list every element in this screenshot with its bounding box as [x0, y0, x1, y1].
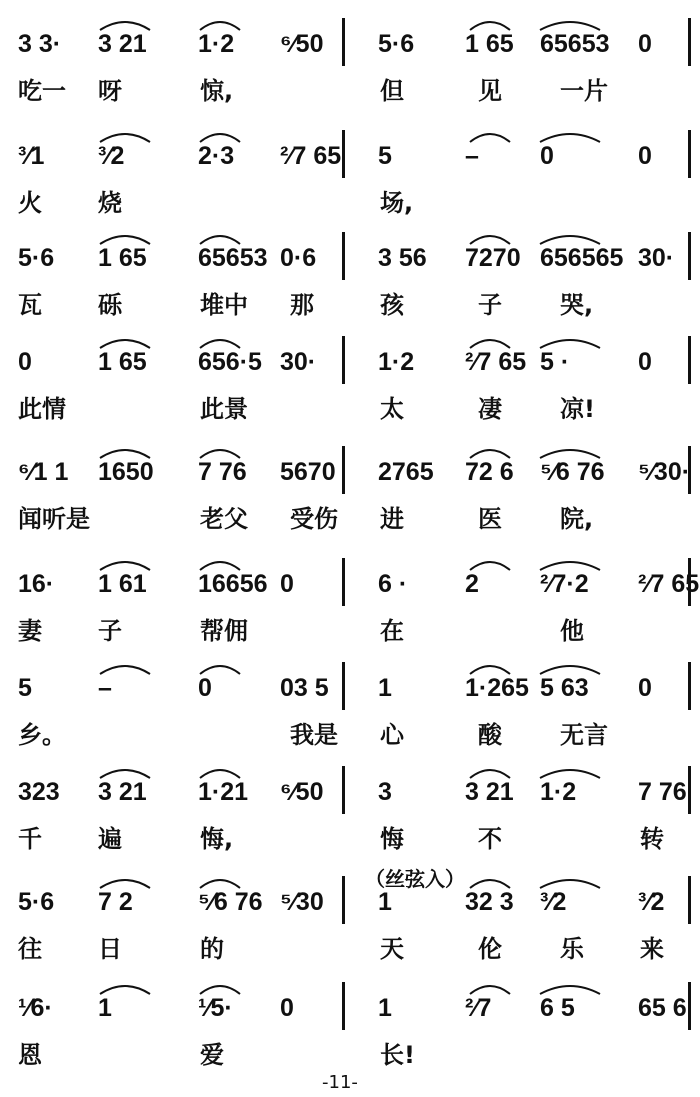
note-group: 3 21 — [98, 30, 147, 58]
note-group: 65653 — [198, 244, 268, 272]
note-group: 0 — [280, 994, 294, 1022]
slur-mark — [200, 236, 240, 244]
note-group: 1 — [378, 674, 392, 702]
slur-mark — [100, 562, 150, 570]
lyric-text: 进 — [380, 505, 404, 533]
slur-mark — [100, 770, 150, 778]
slur-marks — [0, 548, 700, 588]
slur-mark — [470, 880, 510, 888]
slur-mark — [100, 340, 150, 348]
note-group: ³⁄2 — [638, 888, 665, 916]
lyric-text: 场, — [380, 189, 414, 217]
note-group: ⁵⁄30· — [638, 458, 691, 486]
score-system — [0, 866, 700, 981]
slur-mark — [200, 450, 240, 458]
note-group: ³⁄2 — [98, 142, 125, 170]
slur-marks — [0, 120, 700, 160]
note-group: ¹⁄6· — [18, 994, 53, 1022]
lyric-text: 砾 — [98, 291, 122, 319]
note-group: 0 — [18, 348, 32, 376]
lyric-text: 瓦 — [18, 291, 42, 319]
note-group: 3 56 — [378, 244, 427, 272]
lyric-text: 帮佣 — [200, 617, 248, 645]
lyric-text: 在 — [380, 617, 404, 645]
note-group: 1 61 — [98, 570, 147, 598]
slur-mark — [540, 236, 600, 244]
note-group: 6 · — [378, 570, 408, 598]
note-group: 656·5 — [198, 348, 262, 376]
lyric-text: 太 — [380, 395, 404, 423]
lyric-text: 往 — [18, 935, 42, 963]
lyric-text: 闻听是 — [18, 505, 90, 533]
lyric-text: 医 — [478, 505, 502, 533]
score-system — [0, 326, 700, 441]
note-group: 0 — [638, 142, 652, 170]
slur-mark — [470, 134, 510, 142]
slur-mark — [100, 450, 150, 458]
score-system — [0, 222, 700, 337]
lyric-text: 悔, — [200, 825, 234, 853]
lyric-text: 心 — [380, 721, 404, 749]
note-group: 0·6 — [280, 244, 317, 272]
lyric-text: 烧 — [98, 189, 122, 217]
lyric-text: 不 — [478, 825, 502, 853]
slur-marks — [0, 652, 700, 692]
lyric-text: 爱 — [200, 1041, 224, 1069]
slur-mark — [540, 770, 600, 778]
note-group: 16656 — [198, 570, 268, 598]
note-group: ²⁄7 — [465, 994, 492, 1022]
note-group: 65 6 — [638, 994, 687, 1022]
lyric-text: 老父 — [200, 505, 248, 533]
note-group: 0 — [198, 674, 212, 702]
note-group: 3 21 — [98, 778, 147, 806]
slur-mark — [100, 880, 150, 888]
note-group: 5670 — [280, 458, 336, 486]
note-group: 656565 — [540, 244, 624, 272]
note-group: – — [465, 142, 479, 170]
slur-mark — [540, 340, 600, 348]
slur-marks — [0, 436, 700, 476]
score-system — [0, 548, 700, 663]
note-group: 72 6 — [465, 458, 514, 486]
score-system — [0, 652, 700, 767]
lyric-text: 他 — [560, 617, 584, 645]
note-group: 0 — [540, 142, 554, 170]
slur-mark — [540, 22, 600, 30]
string-entry-note: （丝弦入） — [365, 867, 465, 891]
lyric-text: 悔 — [380, 825, 404, 853]
lyric-text: 此景 — [200, 395, 248, 423]
note-group: ¹⁄5· — [198, 994, 233, 1022]
lyric-text: 一片 — [560, 77, 608, 105]
note-group: 65653 — [540, 30, 610, 58]
lyric-text: 乐 — [560, 935, 584, 963]
lyric-text: 日 — [98, 935, 122, 963]
note-group: ⁵⁄30 — [280, 888, 324, 916]
note-group: 03 5 — [280, 674, 329, 702]
slur-mark — [470, 236, 510, 244]
lyric-text: 见 — [478, 77, 502, 105]
slur-mark — [100, 22, 150, 30]
note-group: 1·2 — [540, 778, 577, 806]
note-group: ³⁄1 — [18, 142, 45, 170]
slur-marks — [0, 972, 700, 1012]
slur-marks — [0, 866, 700, 906]
slur-mark — [470, 666, 510, 674]
slur-mark — [540, 666, 600, 674]
note-group: 0 — [280, 570, 294, 598]
lyric-text: 凄 — [478, 395, 502, 423]
slur-marks — [0, 756, 700, 796]
slur-marks — [0, 326, 700, 366]
note-group: 323 — [18, 778, 60, 806]
slur-mark — [100, 666, 150, 674]
lyric-text: 凉! — [560, 395, 595, 423]
lyric-text: 千 — [18, 825, 42, 853]
lyric-text: 天 — [380, 935, 404, 963]
lyric-text: 妻 — [18, 617, 42, 645]
note-group: 2 — [465, 570, 479, 598]
note-group: 1 — [98, 994, 112, 1022]
note-group: 0 — [638, 674, 652, 702]
page-number: -11- — [322, 1072, 358, 1093]
slur-mark — [200, 880, 240, 888]
lyric-text: 孩 — [380, 291, 404, 319]
note-group: 7 2 — [98, 888, 133, 916]
note-group: 1·2 — [198, 30, 235, 58]
note-group: ²⁄7 65 — [465, 348, 527, 376]
slur-mark — [540, 986, 600, 994]
lyric-text: 那 — [290, 291, 314, 319]
note-group: 7 76 — [198, 458, 247, 486]
lyric-text: 长! — [380, 1041, 415, 1069]
note-group: 0 — [638, 348, 652, 376]
lyric-text: 我是 — [290, 721, 338, 749]
slur-mark — [200, 134, 240, 142]
lyric-text: 遍 — [98, 825, 122, 853]
lyric-text: 受伤 — [290, 505, 338, 533]
note-group: 1 — [378, 994, 392, 1022]
note-group: 1·265 — [465, 674, 529, 702]
note-group: 0 — [638, 30, 652, 58]
note-group: 30· — [280, 348, 317, 376]
slur-mark — [540, 880, 600, 888]
score-system — [0, 8, 700, 123]
note-group: 5·6 — [378, 30, 415, 58]
slur-mark — [470, 340, 510, 348]
score-system — [0, 120, 700, 235]
lyric-text: 恩 — [18, 1041, 42, 1069]
note-group: 1 65 — [98, 244, 147, 272]
lyric-text: 子 — [478, 291, 502, 319]
note-group: 1·2 — [378, 348, 415, 376]
slur-mark — [470, 22, 510, 30]
note-group: 5 — [18, 674, 32, 702]
lyric-text: 吃一 — [18, 77, 66, 105]
note-group: 3 3· — [18, 30, 62, 58]
note-group: 2765 — [378, 458, 434, 486]
note-group: 5·6 — [18, 244, 55, 272]
note-group: ²⁄7·2 — [540, 570, 589, 598]
lyric-text: 但 — [380, 77, 404, 105]
note-group: ²⁄7 65 — [638, 570, 700, 598]
lyric-text: 此情 — [18, 395, 66, 423]
note-group: 5·6 — [18, 888, 55, 916]
slur-mark — [200, 666, 240, 674]
note-group: ³⁄2 — [540, 888, 567, 916]
lyric-text: 呀 — [98, 77, 122, 105]
slur-mark — [200, 22, 240, 30]
note-group: ⁶⁄1 1 — [18, 458, 69, 486]
lyric-text: 无言 — [560, 721, 608, 749]
note-group: 5 — [378, 142, 392, 170]
slur-mark — [200, 562, 240, 570]
note-group: ⁶⁄50 — [280, 778, 324, 806]
slur-mark — [100, 236, 150, 244]
note-group: 6 5 — [540, 994, 575, 1022]
lyric-text: 伦 — [478, 935, 502, 963]
note-group: 3 21 — [465, 778, 514, 806]
score-system — [0, 756, 700, 871]
lyric-text: 惊, — [200, 77, 234, 105]
note-group: 7270 — [465, 244, 521, 272]
note-group: 5 · — [540, 348, 570, 376]
note-group: 32 3 — [465, 888, 514, 916]
slur-mark — [540, 562, 600, 570]
slur-mark — [470, 562, 510, 570]
note-group: ⁵⁄6 76 — [198, 888, 263, 916]
lyric-text: 院, — [560, 505, 594, 533]
slur-mark — [200, 770, 240, 778]
lyric-text: 来 — [640, 935, 664, 963]
note-group: 30· — [638, 244, 675, 272]
note-group: 2·3 — [198, 142, 235, 170]
note-group: 1 65 — [465, 30, 514, 58]
lyric-text: 子 — [98, 617, 122, 645]
lyric-text: 酸 — [478, 721, 502, 749]
slur-marks — [0, 8, 700, 48]
note-group: 1·21 — [198, 778, 249, 806]
slur-mark — [200, 986, 240, 994]
slur-mark — [540, 450, 600, 458]
slur-mark — [470, 986, 510, 994]
note-group: 3 — [378, 778, 392, 806]
lyric-text: 转 — [640, 825, 664, 853]
note-group: 16· — [18, 570, 55, 598]
lyric-text: 乡。 — [18, 721, 66, 749]
lyric-text: 哭, — [560, 291, 594, 319]
slur-marks — [0, 222, 700, 262]
note-group: 5 63 — [540, 674, 589, 702]
lyric-text: 的 — [200, 935, 224, 963]
note-group: ⁵⁄6 76 — [540, 458, 605, 486]
note-group: ⁶⁄50 — [280, 30, 324, 58]
note-group: 1 — [378, 888, 392, 916]
note-group: ²⁄7 65 — [280, 142, 342, 170]
note-group: 1650 — [98, 458, 154, 486]
score-system — [0, 436, 700, 551]
slur-mark — [470, 770, 510, 778]
slur-mark — [200, 340, 240, 348]
slur-mark — [540, 134, 600, 142]
note-group: 1 65 — [98, 348, 147, 376]
slur-mark — [100, 986, 150, 994]
note-group: – — [98, 674, 112, 702]
slur-mark — [100, 134, 150, 142]
note-group: 7 76 — [638, 778, 687, 806]
score-system — [0, 972, 700, 1087]
lyric-text: 堆中 — [200, 291, 248, 319]
slur-mark — [470, 450, 510, 458]
lyric-text: 火 — [18, 189, 42, 217]
